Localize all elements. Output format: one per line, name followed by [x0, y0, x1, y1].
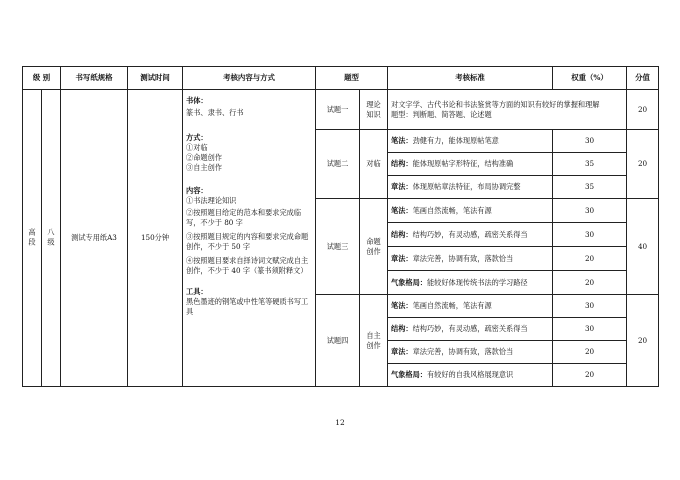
q3-criteria-4	[388, 271, 553, 295]
tools-body: 黑色墨迹的钢笔或中性笔等硬质书写工具	[186, 297, 309, 316]
q4-criteria-4	[388, 364, 553, 387]
header-paper: 书写纸规格	[61, 67, 128, 90]
q4-label-1: 笔法：	[391, 301, 413, 310]
q4-type-cell	[360, 295, 388, 387]
header-type: 题型	[316, 67, 388, 90]
q3-weight-2: 30	[553, 223, 627, 247]
q3-text-2: 结构巧妙，有灵动感，疏密关系得当	[412, 229, 528, 239]
q1-score: 20	[627, 90, 659, 130]
method-item-1: ①对临	[186, 143, 208, 152]
q4-label-3: 章法：	[391, 347, 413, 356]
header-row	[23, 67, 659, 90]
content-heading: 内容：	[186, 186, 208, 195]
q4-name: 试题四	[316, 295, 360, 387]
q3-text-4: 能较好体现传统书法的学习路径	[426, 277, 528, 287]
content-item-3: ③按照题目规定的内容和要求完成命题创作，不少于 50 字	[186, 232, 309, 251]
paper-cell: 测试专用纸A3	[61, 90, 128, 387]
content-item-2: ②按照题目给定的范本和要求完成临写，不少于 80 字	[186, 208, 302, 227]
content-item-1: ①书法理论知识	[186, 196, 237, 205]
q2-criteria-3	[388, 176, 553, 199]
time-cell: 150分钟	[128, 90, 183, 387]
q2-weight-3: 35	[553, 176, 627, 199]
header-time: 测试时间	[128, 67, 183, 90]
calligraphy-body: 篆书、隶书、行书	[186, 108, 244, 117]
q4-label-4: 气象格局：	[391, 370, 427, 379]
q3-criteria-2	[388, 223, 553, 247]
q3-text-3: 章法完善，协调有致，落款恰当	[412, 253, 514, 263]
q3-label-3: 章法：	[391, 253, 413, 263]
header-weight: 权重（%）	[553, 67, 627, 90]
header-criteria: 考核标准	[388, 67, 553, 90]
q1-type: 理论知识	[360, 90, 388, 130]
q4-criteria-3	[388, 341, 553, 364]
q2-score: 20	[627, 130, 659, 199]
q1-name: 试题一	[316, 90, 360, 130]
page-number: 12	[335, 418, 345, 427]
header-content: 考核内容与方式	[183, 67, 316, 90]
q4-text-3: 章法完善，协调有致，落款恰当	[412, 347, 514, 356]
q3-weight-4: 20	[553, 271, 627, 295]
q3-criteria-1	[388, 199, 553, 223]
q3-weight-1: 30	[553, 199, 627, 223]
q4-text-4: 有较好的自我风格展现意识	[426, 370, 514, 379]
q3-score: 40	[627, 199, 659, 295]
q1-criteria	[388, 90, 627, 130]
q2-text-2: 能体现原帖字形特征，结构准确	[412, 159, 514, 168]
q3-label-2: 结构：	[391, 229, 413, 239]
q3-type: 命题创作	[366, 236, 381, 256]
q4-weight-4: 20	[553, 364, 627, 387]
q2-criteria-2	[388, 153, 553, 176]
q2-label-1: 笔法：	[391, 136, 413, 145]
q4-criteria-1	[388, 295, 553, 318]
content-cell	[183, 90, 316, 387]
level-text-1: 高段	[28, 227, 37, 249]
q3-type-cell	[360, 199, 388, 295]
q4-text-1: 笔画自然流畅，笔法有源	[412, 301, 492, 310]
method-item-3: ③自主创作	[186, 163, 222, 172]
tools-heading: 工具：	[186, 287, 208, 296]
q4-score: 20	[627, 295, 659, 387]
q2-text-3: 体现原帖章法特征，布局协调完整	[412, 182, 521, 191]
q3-weight-3: 20	[553, 247, 627, 271]
q4-weight-1: 30	[553, 295, 627, 318]
q4-criteria-2	[388, 318, 553, 341]
q4-text-2: 结构巧妙，有灵动感，疏密关系得当	[412, 324, 528, 333]
q4-label-2: 结构：	[391, 324, 413, 333]
q3-label-1: 笔法：	[391, 205, 413, 215]
q2-label-2: 结构：	[391, 159, 413, 168]
content-item-4: ④按照题目要求自择诗词文赋完成自主创作，不少于 40 字（篆书须附释文）	[186, 256, 309, 275]
q1-criteria-types: 题型：判断题、简答题、论述题	[391, 109, 492, 119]
q2-criteria-1	[388, 130, 553, 153]
assessment-table	[22, 66, 659, 387]
calligraphy-heading: 书体：	[186, 96, 208, 105]
q2-text-1: 劲健有力，能体现原帖笔意	[412, 136, 499, 145]
q3-criteria-3	[388, 247, 553, 271]
header-level: 级 别	[23, 67, 61, 90]
level-cell-2	[42, 90, 61, 387]
q2-weight-1: 30	[553, 130, 627, 153]
method-heading: 方式：	[186, 133, 208, 142]
q1-criteria-text: 对文字学、古代书论和书法鉴赏等方面的知识有较好的掌握和理解	[391, 99, 600, 109]
q2-label-3: 章法：	[391, 182, 413, 191]
q2-weight-2: 35	[553, 153, 627, 176]
q2-name: 试题二	[316, 130, 360, 199]
q4-weight-3: 20	[553, 341, 627, 364]
method-item-2: ②命题创作	[186, 153, 222, 162]
header-score: 分值	[627, 67, 659, 90]
q2-type: 对临	[360, 130, 388, 199]
q4-weight-2: 30	[553, 318, 627, 341]
level-cell-1	[23, 90, 42, 387]
q3-label-4: 气象格局：	[391, 277, 427, 287]
q3-name: 试题三	[316, 199, 360, 295]
q4-type: 自主创作	[366, 330, 381, 350]
table-row	[23, 90, 659, 130]
level-text-2: 八级	[47, 227, 56, 249]
q3-text-1: 笔画自然流畅，笔法有源	[412, 205, 492, 215]
